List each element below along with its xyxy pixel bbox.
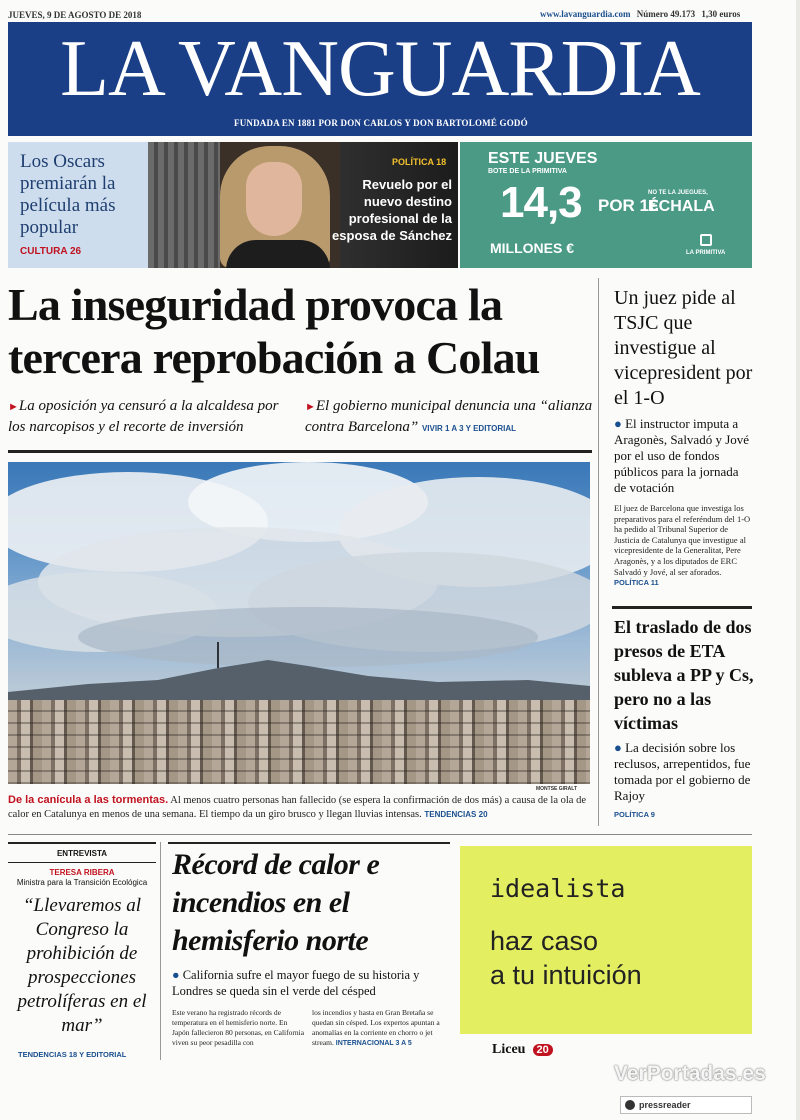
sidebar-story2-bullet-text: La decisión sobre los reclusos, arrepentidos, fue tomada por el gobierno de Rajoy (614, 740, 751, 803)
teaser-politica[interactable] (148, 142, 458, 268)
ad-idealista-slogan-1: haz caso (490, 926, 599, 956)
main-story-ref[interactable]: VIVIR 1 A 3 Y EDITORIAL (421, 424, 517, 433)
liceu-logo[interactable] (492, 1038, 553, 1058)
record-rule (168, 842, 450, 844)
watermark: VerPortadas.es (614, 1062, 766, 1085)
interview-block[interactable] (8, 842, 158, 1064)
ad-primitiva-brand: LA PRIMITIVA (686, 250, 726, 256)
bullet-dot-icon: ● (614, 740, 622, 755)
main-bullet-2-text: El gobierno municipal denuncia una “alianza contra Barcelona” (305, 398, 593, 435)
ad-primitiva-cta-small: NO TE LA JUEGUES, (648, 190, 708, 196)
photo-caption-ref[interactable]: TENDENCIAS 20 (424, 810, 488, 819)
ad-primitiva[interactable] (460, 142, 752, 268)
teaser-oscars[interactable] (8, 142, 148, 268)
teaser-politica-text: Revuelo por el nuevo destino profesional de la esposa de Sánchez (332, 177, 452, 243)
liceu-number: 20 (533, 1044, 553, 1056)
date-line: JUEVES, 9 DE AGOSTO DE 2018 (8, 10, 142, 20)
sidebar-story2-headline[interactable]: El traslado de dos presos de ETA subleva a PP y Cs, pero no a las víctimas (614, 617, 754, 733)
main-bullet-2 (305, 396, 595, 439)
teaser-politica-section: POLÍTICA 18 (392, 157, 447, 167)
record-col2 (312, 1008, 452, 1049)
price: 1,30 euros (701, 9, 741, 19)
main-bullet-1-text: La oposición ya censuró a la alcaldesa por los narcopisos y el recorte de inversión (8, 398, 279, 435)
masthead (8, 22, 752, 136)
ad-primitiva-price: POR 1€ (598, 196, 659, 215)
ad-primitiva-unit: MILLONES € (490, 240, 575, 256)
pressreader-badge[interactable] (620, 1096, 752, 1114)
interview-quote: “Llevaremos al Congreso la prohibición de prospecciones petrolíferas en el mar” (17, 895, 147, 1036)
sidebar-rule-vertical (598, 278, 599, 826)
interview-ref[interactable]: TENDENCIAS 18 Y EDITORIAL (18, 1050, 127, 1059)
liceu-name: Liceu (492, 1042, 526, 1057)
record-col1: Este verano ha registrado récords de temperatura en el hemisferio norte. En Japón fallecieron 80 personas, en California viven su peor pesadilla con (172, 1008, 305, 1047)
bullet-dot-icon: ● (172, 968, 180, 982)
teaser-oscars-section: CULTURA 26 (20, 246, 82, 257)
sidebar-story1-bullet-text: El instructor imputa a Aragonès, Salvadó y Jové por el uso de fondos públicos para la jornada de votación (614, 416, 750, 495)
photo-backdrop (148, 142, 228, 268)
ad-idealista-brand: idealista (490, 874, 626, 903)
ad-idealista[interactable] (460, 846, 752, 1034)
interview-label: ENTREVISTA (56, 849, 108, 858)
bullet-arrow-icon: ► (305, 401, 316, 413)
primitiva-logo-icon (700, 234, 712, 246)
main-photo[interactable] (8, 462, 590, 784)
interview-role: Ministra para la Transición Ecológica (16, 878, 148, 887)
sidebar-story1-ref[interactable]: POLÍTICA 11 (614, 578, 659, 588)
sidebar-story1-bullet (614, 416, 754, 496)
interview-name: TERESA RIBERA (49, 868, 115, 877)
divider (8, 450, 592, 453)
ad-primitiva-line1: ESTE JUEVES (488, 150, 598, 167)
website-url[interactable]: www.lavanguardia.com (540, 9, 631, 19)
issue-number: Número 49.173 (636, 9, 696, 19)
ad-primitiva-amount: 14,3 (500, 178, 582, 227)
issue-info (540, 9, 740, 19)
page-border-right (796, 0, 800, 1120)
record-bullet (172, 967, 452, 999)
photo-credit: MONTSE GIRALT (536, 786, 578, 792)
sidebar-story2-ref[interactable]: POLÍTICA 9 (614, 810, 655, 819)
record-ref[interactable]: INTERNACIONAL 3 A 5 (335, 1040, 412, 1047)
sidebar-divider (612, 606, 752, 609)
record-bullet-text: California sufre el mayor fuego de su historia y Londres se queda sin el verde del césped (172, 968, 420, 998)
interview-rule-2 (8, 862, 156, 863)
record-headline[interactable]: Récord de calor e incendios en el hemisferio norte (172, 848, 380, 957)
shoulders (226, 240, 330, 268)
bullet-arrow-icon: ► (8, 401, 19, 413)
photo-caption (8, 793, 592, 822)
record-col2-text: los incendios y hasta en Gran Bretaña se quedan sin césped. Los expertos apuntan a anomalías en la corriente en chorro o jet stream. (312, 1008, 440, 1047)
interview-rule (8, 842, 156, 844)
sidebar-story1-body (614, 503, 754, 589)
lower-divider (8, 834, 752, 835)
masthead-title[interactable]: LA VANGUARDIA (60, 25, 700, 113)
face (246, 162, 302, 236)
city-rows (8, 700, 590, 784)
main-headline[interactable]: La inseguridad provoca la tercera reprobación a Colau (8, 279, 540, 383)
sidebar-story1-body-text: El juez de Barcelona que investiga los preparativos para el referéndum del 1-O ha pedido al Tribunal Superior de Justicia de Catalunya que investigue al vicepresidente de la Generalitat, Pere Aragonès, y a los diputados de ERC Salvadó y Jové, al ser aforados. (614, 503, 751, 577)
ad-idealista-slogan-2: a tu intuición (490, 960, 642, 990)
ad-primitiva-cta: ÉCHALA (648, 198, 715, 215)
photo-caption-text: Al menos cuatro personas han fallecido (se espera la confirmación de dos más) a causa de la ola de calor en Catalunya en menos de una semana. El tiempo da un giro brusco y llegan lluvias intensas. (8, 795, 586, 820)
masthead-founded: FUNDADA EN 1881 POR DON CARLOS Y DON BARTOLOMÉ GODÓ (234, 118, 528, 128)
sidebar-story2-bullet (614, 740, 756, 804)
bullet-dot-icon: ● (614, 416, 622, 431)
pressreader-label: pressreader (639, 1100, 691, 1110)
ad-primitiva-line2: BOTE DE LA PRIMITIVA (488, 168, 567, 175)
sidebar-story1-headline[interactable]: Un juez pide al TSJC que investigue al vicepresident por el 1-O (614, 287, 753, 409)
interview-rule-vertical (160, 842, 161, 1060)
main-bullet-1 (8, 396, 298, 437)
pressreader-icon (625, 1100, 635, 1110)
photo-caption-lead: De la canícula a las tormentas. (8, 794, 169, 806)
teaser-oscars-text: Los Oscars premiarán la película más popular (20, 151, 116, 238)
